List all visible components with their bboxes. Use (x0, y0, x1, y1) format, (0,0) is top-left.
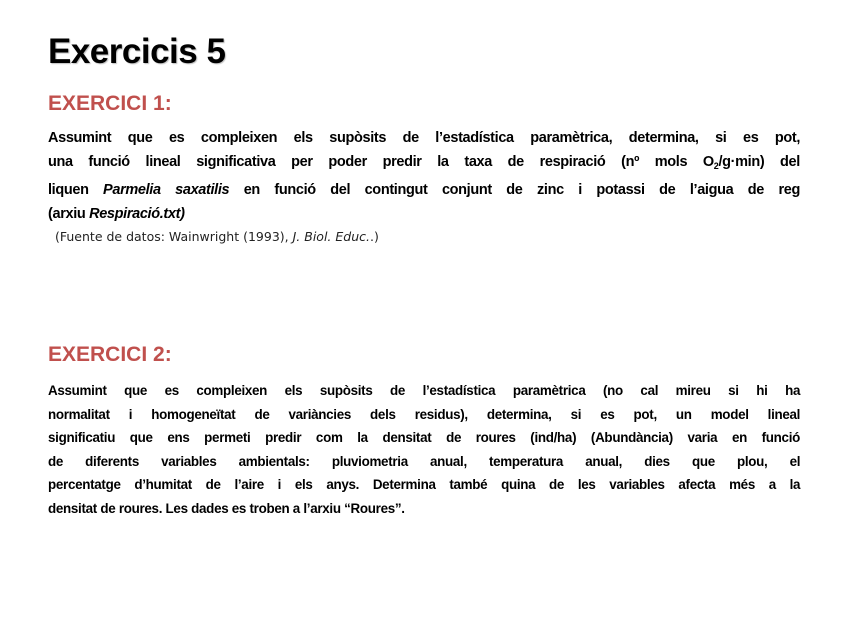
exercise-2-line: normalitat i homogeneïtat de variàncies dels residus), determina, si es pot, un model lineal (48, 406, 801, 422)
exercise-2-heading: EXERCICI 2: (48, 343, 172, 366)
data-source-note: (Fuente de datos: Wainwright (1993), J. Biol. Educ..) (55, 229, 379, 244)
exercise-2-line: percentatge d’humitat de l’aire i els anys. Determina també quina de les variables afecta més a la (48, 477, 801, 492)
journal-name: J. Biol. Educ. (292, 229, 370, 244)
exercise-1-line: liquen Parmelia saxatilis en funció del contingut conjunt de zinc i potassi de l’aigua de reg (48, 182, 800, 198)
subscript: 2 (713, 161, 719, 171)
exercise-1-heading: EXERCICI 1: (48, 92, 172, 115)
exercise-1-line: Assumint que es compleixen els supòsits de l’estadística paramètrica, determina, si es pot, (48, 130, 801, 146)
exercise-2-line: Assumint que es compleixen els supòsits de l’estadística paramètrica (no cal mireu si hi ha (48, 383, 801, 398)
exercise-2-line: de diferents variables ambientals: pluviometria anual, temperatura anual, dies que plou, el (48, 453, 801, 469)
exercise-1-line: (arxiu Respiració.txt) (48, 206, 185, 222)
exercise-2-line: significatiu que ens permeti predir com la densitat de roures (ind/ha) (Abundància) varia en funció (48, 430, 801, 445)
file-name: Respiració.txt) (89, 206, 185, 222)
exercise-2-line: densitat de roures. Les dades es troben a l’arxiu “Roures”. (48, 500, 405, 516)
exercise-1-text (48, 126, 800, 226)
species-name: Parmelia saxatilis (103, 182, 230, 198)
exercise-1-line: una funció lineal significativa per poder predir la taxa de respiració (nº mols $O_2/g\cdot\min$) del (48, 154, 800, 171)
exercise-2-text (48, 379, 800, 520)
page-title: Exercicis 5 (48, 32, 226, 71)
